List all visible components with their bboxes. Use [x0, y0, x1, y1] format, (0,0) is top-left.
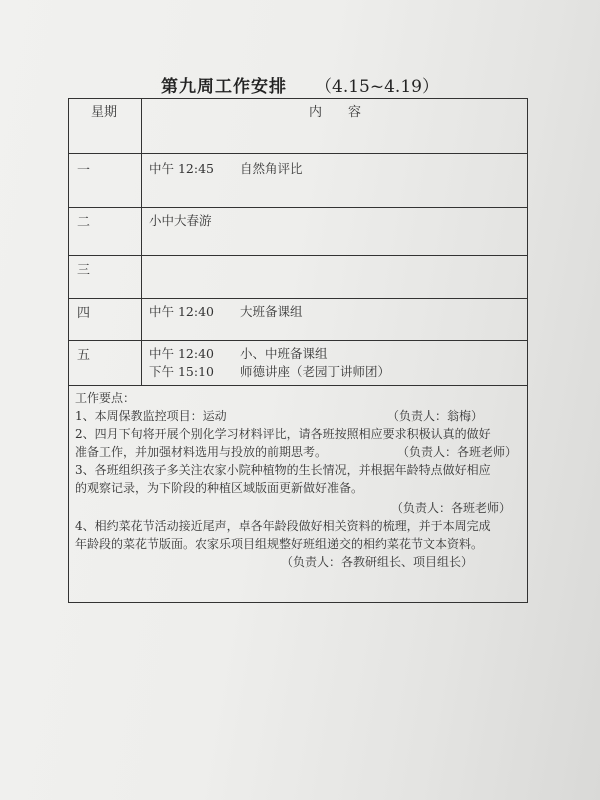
schedule-table	[68, 98, 528, 603]
note-4-line-1: 4、相约菜花节活动接近尾声，卓各年龄段做好相关资料的梳理，并于本周完成	[75, 519, 491, 533]
column-divider	[141, 99, 142, 386]
note-1-text: 1、本周保教监控项目：运动	[75, 409, 227, 423]
tuesday-event: 小中大春游	[149, 213, 212, 228]
note-3-line-2: 的观察记录，为下阶段的种植区域版面更新做好准备。	[75, 481, 364, 495]
day-thursday: 四	[77, 306, 91, 321]
thursday-entry	[149, 302, 303, 320]
tuesday-entry	[149, 211, 212, 229]
note-2-text: 准备工作，并加强材料选用与投放的前期思考。	[75, 445, 328, 459]
day-friday: 五	[77, 348, 91, 363]
row-divider	[69, 255, 527, 256]
notes-heading: 工作要点：	[75, 391, 136, 405]
friday-time-2: 下午 15:10	[149, 364, 214, 379]
friday-event-1: 小、中班备课组	[240, 346, 328, 361]
note-4-line-2: 年龄段的菜花节版面。农家乐项目组规整好班组递交的相约菜花节文本资料。	[75, 537, 484, 551]
day-tuesday: 二	[77, 215, 91, 230]
col-day-header: 星期	[91, 105, 118, 120]
monday-event: 自然角评比	[240, 161, 303, 176]
thursday-time: 中午 12:40	[149, 304, 214, 319]
row-divider	[69, 298, 527, 299]
row-divider	[69, 340, 527, 341]
day-monday: 一	[77, 163, 91, 178]
friday-entry-2	[149, 362, 390, 380]
row-divider	[69, 385, 527, 386]
monday-entry	[149, 159, 303, 177]
note-3-line-1: 3、各班组织孩子多关注农家小院种植物的生长情况，并根据年龄特点做好相应	[75, 463, 491, 477]
friday-entry-1	[149, 344, 328, 362]
title-text: 第九周工作安排	[161, 77, 288, 97]
date-range: （4.15~4.19）	[315, 77, 439, 97]
note-2-line-2	[75, 443, 523, 461]
note-2-resp: （负责人：各班老师）	[396, 445, 517, 459]
note-1	[75, 407, 523, 425]
thursday-event: 大班备课组	[240, 304, 303, 319]
friday-event-2: 师德讲座（老园丁讲师团）	[240, 364, 391, 379]
monday-time: 中午 12:45	[149, 161, 214, 176]
note-4-resp: （负责人：各教研组长、项目组长）	[280, 555, 473, 569]
page-title	[0, 72, 600, 97]
friday-time-1: 中午 12:40	[149, 346, 214, 361]
day-wednesday: 三	[77, 263, 91, 278]
note-1-resp: （负责人：翁梅）	[386, 409, 483, 423]
note-3-resp: （负责人：各班老师）	[390, 501, 511, 515]
col-content-header: 内 容	[309, 105, 362, 120]
row-divider	[69, 207, 527, 208]
note-2-line-1: 2、四月下旬将开展个别化学习材料评比，请各班按照相应要求积极认真的做好	[75, 427, 491, 441]
row-divider	[69, 153, 527, 154]
work-notes	[75, 389, 523, 571]
